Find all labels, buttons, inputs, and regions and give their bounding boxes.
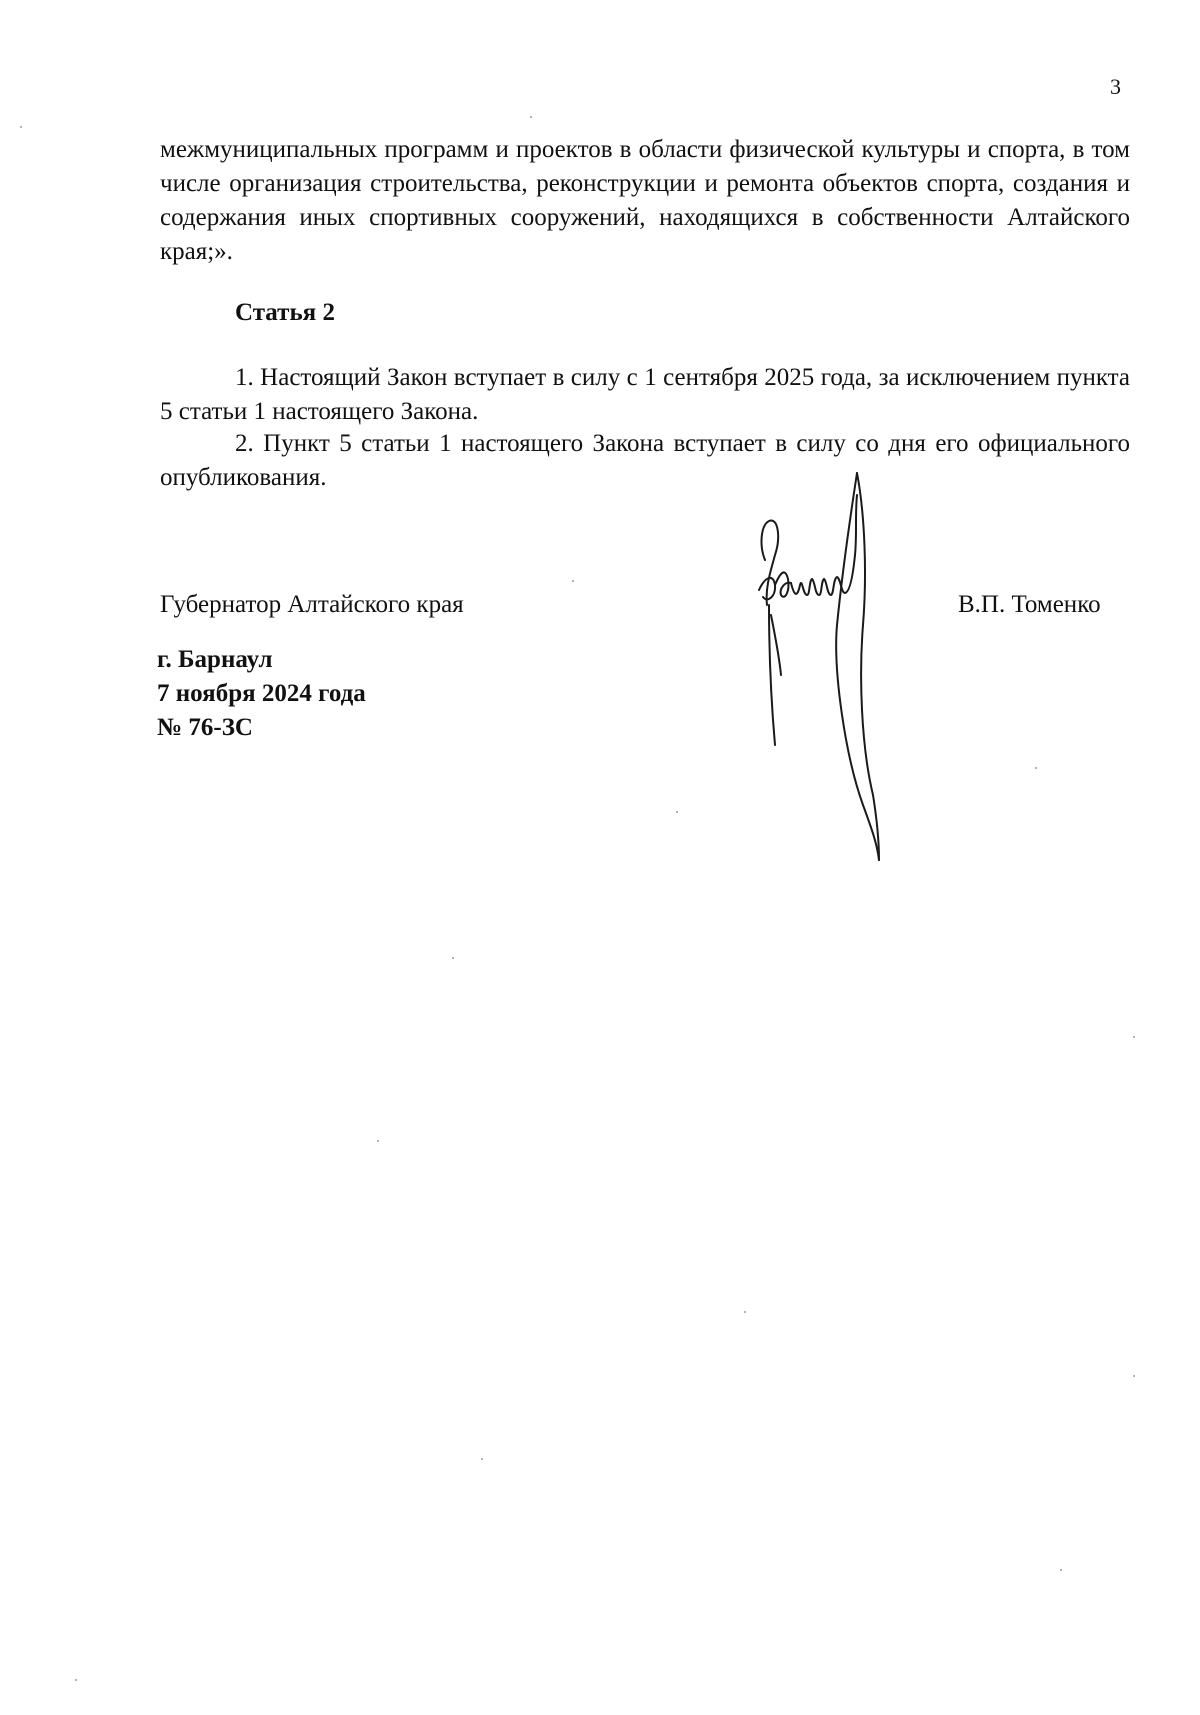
scan-speck <box>20 126 22 128</box>
scan-speck <box>1133 1036 1135 1038</box>
scan-speck <box>530 116 532 118</box>
article-item-2: 2. Пункт 5 статьи 1 настоящего Закона вступает в силу со дня его официального опубликования. <box>160 430 1130 491</box>
scan-speck <box>452 957 454 959</box>
scan-speck <box>744 1311 746 1313</box>
place: г. Барнаул <box>157 646 273 673</box>
handwritten-signature <box>745 455 925 875</box>
scan-speck <box>1133 1375 1135 1377</box>
article-item-1: 1. Настоящий Закон вступает в силу с 1 сентября 2025 года, за исключением пункта 5 статьи 1 настоящего Закона. <box>160 364 1130 425</box>
article-heading: Статья 2 <box>235 299 335 326</box>
continuation-paragraph: межмуниципальных программ и проектов в области физической культуры и спорта, в том числе организация строительства, реконструкции и ремонта объектов спорта, создания и содержания иных спортивных сооружений, находящихся в собственности Алтайского края;». <box>160 136 1130 265</box>
document-meta <box>157 643 366 745</box>
page-number: 3 <box>1110 74 1121 99</box>
scan-speck <box>481 1458 483 1460</box>
scan-speck <box>572 580 574 582</box>
signer-name: В.П. Томенко <box>958 591 1101 618</box>
scan-speck <box>676 811 678 813</box>
scan-speck <box>377 1140 379 1142</box>
document-number: № 76-ЗС <box>157 714 253 741</box>
scan-speck <box>75 1679 77 1681</box>
scan-speck <box>1035 767 1037 769</box>
signer-title: Губернатор Алтайского края <box>160 591 464 618</box>
date: 7 ноября 2024 года <box>157 680 366 707</box>
scan-speck <box>1060 1569 1062 1571</box>
